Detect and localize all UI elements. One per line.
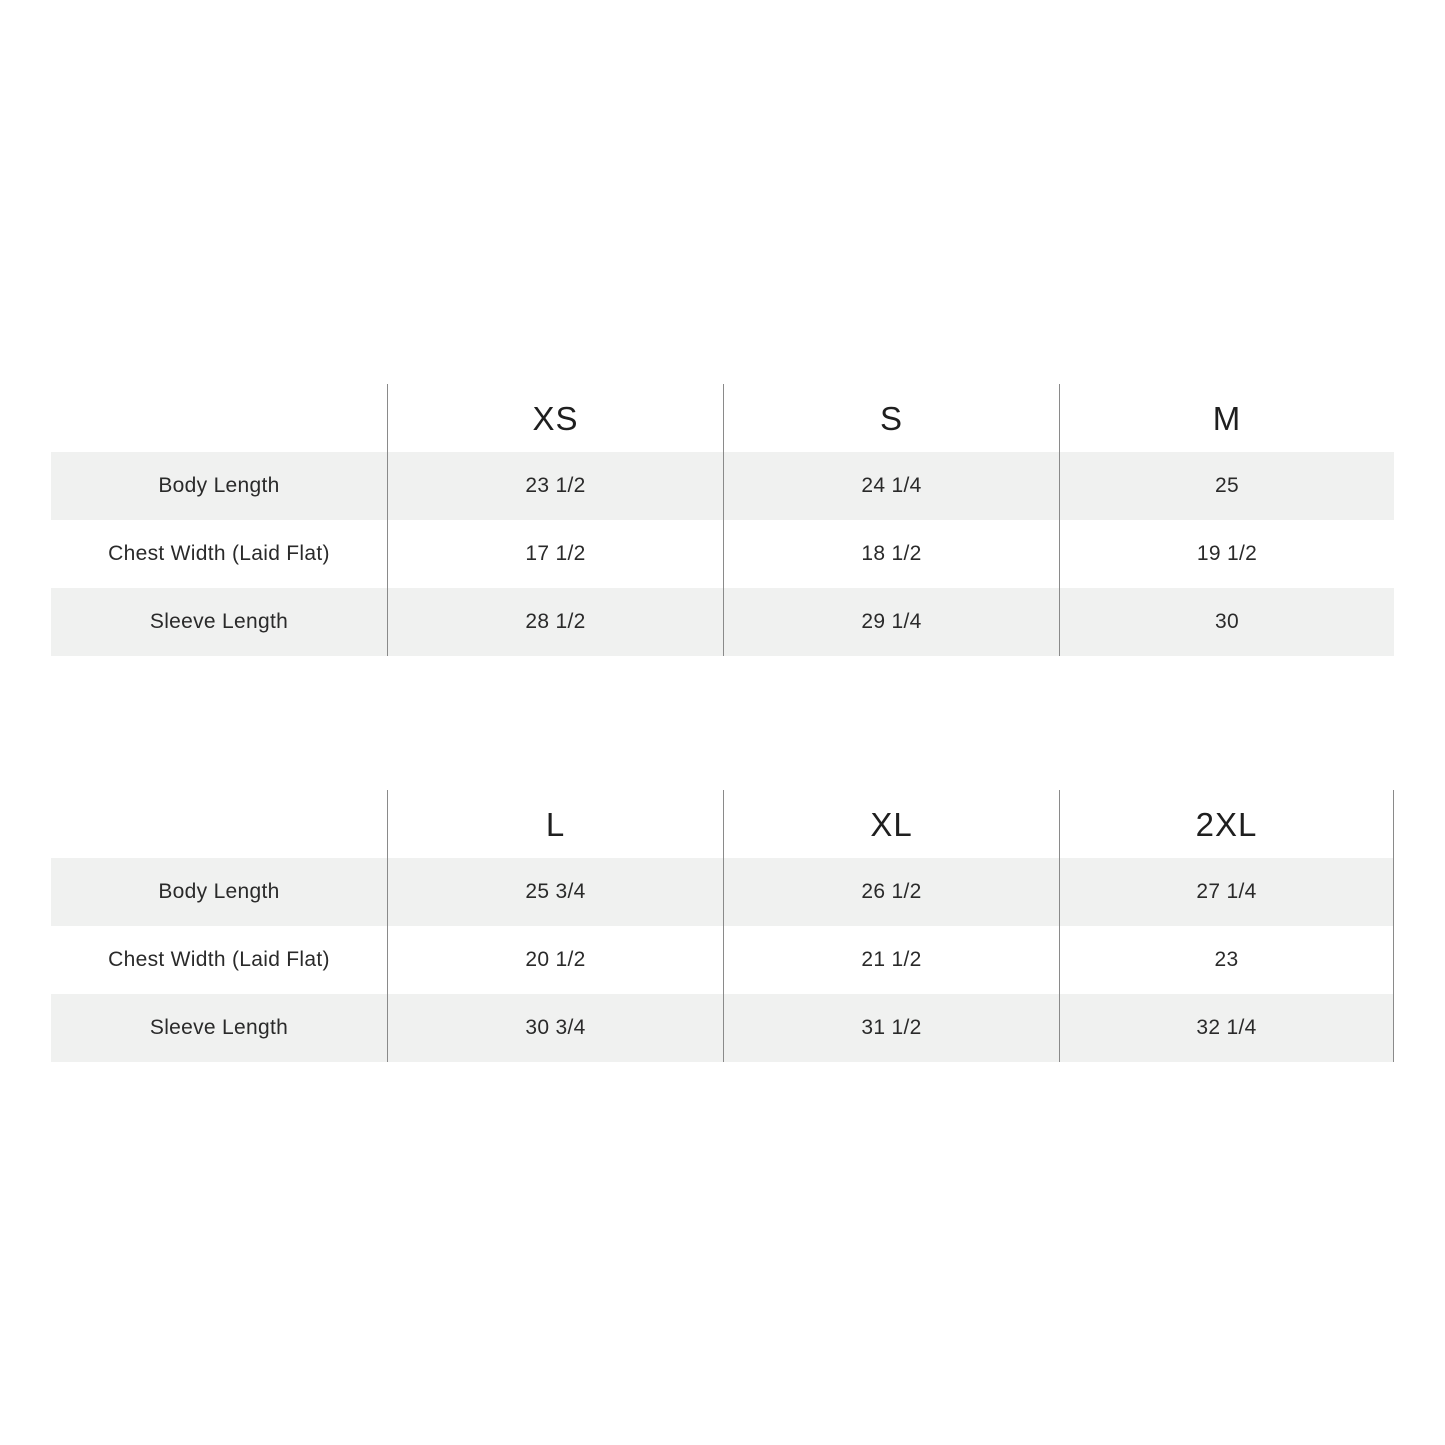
- table-cell: 29 1/4: [723, 588, 1059, 656]
- table-cell: 30 3/4: [387, 994, 723, 1062]
- size-header-s: S: [723, 384, 1059, 452]
- table-cell: 30: [1059, 588, 1394, 656]
- row-label: Sleeve Length: [149, 610, 289, 633]
- header-empty-cell: [51, 384, 387, 452]
- size-header-m: M: [1059, 384, 1394, 452]
- row-label: Sleeve Length: [149, 1016, 289, 1039]
- table-cell: 21 1/2: [723, 926, 1059, 994]
- table-row: [51, 520, 1394, 588]
- row-label: Chest Width (Laid Flat): [108, 542, 330, 565]
- size-header-xs: XS: [387, 384, 723, 452]
- table-cell: 23: [1059, 926, 1394, 994]
- size-header-2xl: 2XL: [1059, 790, 1394, 858]
- table-row: [51, 994, 1394, 1062]
- size-header-row: [51, 790, 1394, 858]
- table-cell: 28 1/2: [387, 588, 723, 656]
- table-cell: 27 1/4: [1059, 858, 1394, 926]
- size-header-l: L: [387, 790, 723, 858]
- size-header-row: [51, 384, 1394, 452]
- table-cell: 18 1/2: [723, 520, 1059, 588]
- table-row: [51, 858, 1394, 926]
- table-cell: 23 1/2: [387, 452, 723, 520]
- table-row: [51, 588, 1394, 656]
- size-header-xl: XL: [723, 790, 1059, 858]
- table-cell: 17 1/2: [387, 520, 723, 588]
- table-cell: 20 1/2: [387, 926, 723, 994]
- table-cell: 25: [1059, 452, 1394, 520]
- table-row: [51, 452, 1394, 520]
- size-chart-table-1: [51, 384, 1394, 656]
- row-label: Body Length: [158, 880, 280, 903]
- table-cell: 19 1/2: [1059, 520, 1394, 588]
- table-row: [51, 926, 1394, 994]
- table-cell: 31 1/2: [723, 994, 1059, 1062]
- table-cell: 25 3/4: [387, 858, 723, 926]
- table-cell: 32 1/4: [1059, 994, 1394, 1062]
- table-cell: 26 1/2: [723, 858, 1059, 926]
- size-chart-table-2: [51, 790, 1394, 1062]
- table-cell: 24 1/4: [723, 452, 1059, 520]
- header-empty-cell: [51, 790, 387, 858]
- row-label: Body Length: [158, 474, 280, 497]
- row-label: Chest Width (Laid Flat): [108, 948, 330, 971]
